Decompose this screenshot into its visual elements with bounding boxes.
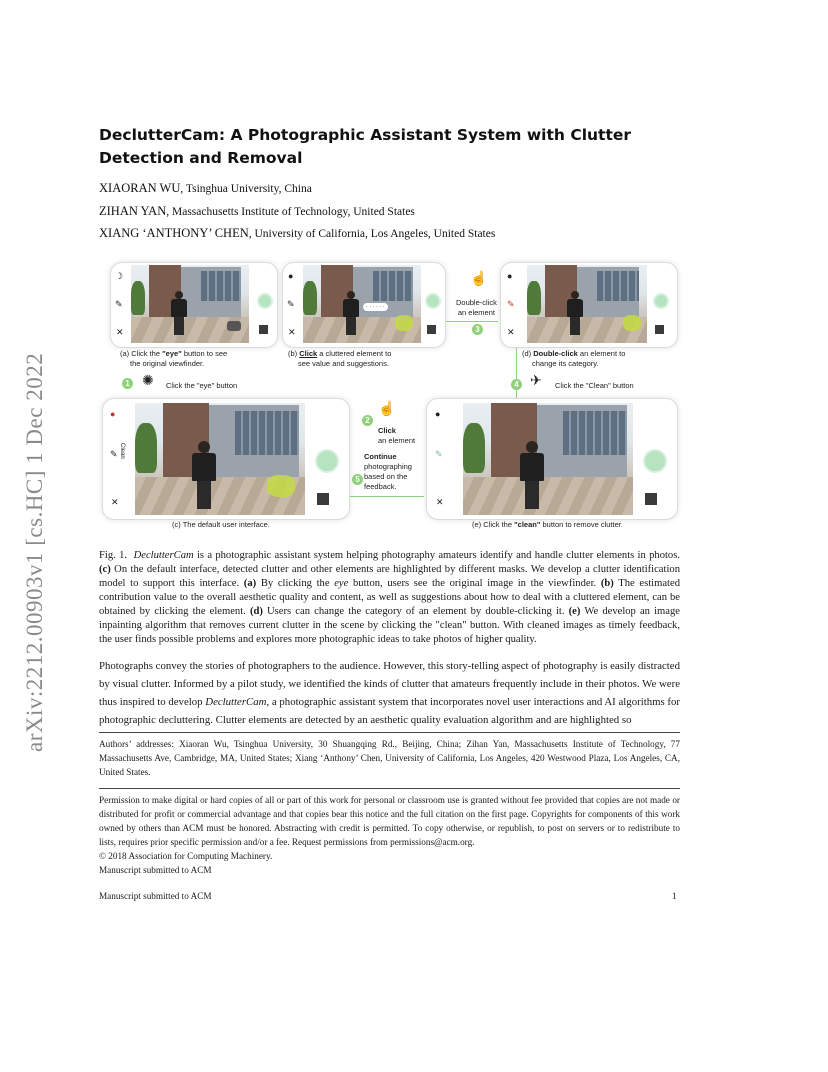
author-affiliation: , Tsinghua University, China bbox=[180, 183, 312, 195]
gallery-thumbnail[interactable] bbox=[259, 325, 268, 334]
caption-b: (b) Click a cluttered element to see value and suggestions. bbox=[288, 349, 392, 368]
shutter-button[interactable] bbox=[653, 293, 669, 309]
brush-icon: ✎ bbox=[110, 449, 118, 459]
step4-label: Click the "Clean" button bbox=[555, 381, 634, 390]
figure-caption: Fig. 1. DeclutterCam is a photographic assistant system helping photography amateurs identify and handle clutter elements in photos. (c) On the default interface, detected clutter and other elements are highlighted by different masks. We develop a clutter identification model to support this interface. (a) By clicking the eye button, users see the original image in the viewfinder. (b) The estimated contribution value to the overall aesthetic quality and content, as well as suggestions about how to deal with a cluttered element, can be obtained by clicking the element. (d) Users can change the category of an element by double-clicking it. (e) We develop an image inpainting algorithm that removes current clutter in the scene by clicking the "clean" button. With cleaned images as timely feedback, the user finds possible problems and explores more photographic ideas to take photos of higher quality. bbox=[99, 550, 680, 645]
gallery-thumbnail[interactable] bbox=[427, 325, 436, 334]
person-figure bbox=[517, 441, 547, 511]
step1-label: Click the "eye" button bbox=[166, 381, 238, 390]
viewfinder-photo bbox=[135, 403, 305, 515]
person-figure bbox=[565, 291, 585, 339]
page-number: 1 bbox=[672, 891, 677, 901]
phone-panel-e bbox=[426, 398, 678, 520]
author-name: XIAORAN WU bbox=[99, 181, 181, 195]
author-name: XIANG ‘ANTHONY’ CHEN bbox=[99, 226, 249, 240]
step3-label: Double-click an element bbox=[456, 298, 497, 317]
footer-left: Manuscript submitted to ACM bbox=[99, 891, 212, 901]
shutter-button[interactable] bbox=[643, 449, 667, 473]
step-badge-2: 2 bbox=[362, 415, 373, 426]
permission-text: Permission to make digital or hard copies of all or part of this work for personal or classroom use is granted without fee provided that copies are not made or distributed for profit or commercial advantage and that copies bear this notice and the full citation on the first page. Copyrights for components of this work owned by others than ACM must be honored. Abstracting with credit is permitted. To copy otherwise, or republish, to post on servers or to redistribute to lists, requires prior specific permission and/or a fee. Request permissions from permissions@acm.org. bbox=[99, 795, 680, 847]
permission-block bbox=[99, 793, 680, 877]
eye-icon: ● bbox=[507, 271, 513, 281]
phone-panel-a bbox=[110, 262, 278, 348]
brush-icon: ✎ bbox=[115, 299, 123, 309]
viewfinder-photo bbox=[303, 265, 421, 343]
shutter-button[interactable] bbox=[315, 449, 339, 473]
click-hand-icon: ☝ bbox=[378, 400, 396, 416]
step-badge-5: 5 bbox=[352, 474, 363, 485]
brush-icon: ✎ bbox=[507, 299, 515, 309]
author-line bbox=[99, 226, 495, 241]
paper-title: DeclutterCam: A Photographic Assistant System with Clutter Detection and Removal bbox=[99, 126, 632, 167]
gallery-thumbnail[interactable] bbox=[655, 325, 664, 334]
arrow-b-to-d bbox=[446, 321, 498, 322]
clean-button-icon: ✈ bbox=[530, 372, 542, 388]
person-figure bbox=[189, 441, 219, 511]
eye-icon: ● bbox=[288, 271, 294, 281]
step5-label: Continue photographing based on the feedback. bbox=[364, 452, 412, 491]
clean-label: Clean bbox=[119, 443, 125, 459]
author-line bbox=[99, 181, 312, 196]
author-affiliation: , University of California, Los Angeles, United States bbox=[248, 228, 496, 240]
caption-e: (e) Click the "clean" button to remove clutter. bbox=[472, 520, 623, 529]
manuscript-line: Manuscript submitted to ACM bbox=[99, 865, 212, 875]
body-paragraph: Photographs convey the stories of photographers to the audience. However, this story-telling aspect of photography is easily distracted by visual clutter. Informed by a pilot study, we identified the kinds of clutter that amateurs frequently include in their photos. We were thus inspired to develop DeclutterCam, a photographic assistant system that incorporates novel user interactions and AI algorithms for photographic decluttering. Clutter elements are detected by an aesthetic quality evaluation algorithm and are highlighted so bbox=[99, 660, 681, 726]
close-icon: ✕ bbox=[507, 327, 515, 337]
caption-d: (d) Double-click an element to change its category. bbox=[522, 349, 626, 368]
step-badge-4: 4 bbox=[511, 379, 522, 390]
viewfinder-photo bbox=[463, 403, 633, 515]
author-name: ZIHAN YAN bbox=[99, 204, 167, 218]
brush-icon: ✎ bbox=[287, 299, 295, 309]
close-icon: ✕ bbox=[116, 327, 124, 337]
copyright-line: © 2018 Association for Computing Machinery. bbox=[99, 851, 273, 861]
brush-icon: ✎ bbox=[435, 449, 443, 459]
person-figure bbox=[169, 291, 189, 339]
viewfinder-photo bbox=[527, 265, 647, 343]
caption-a: (a) Click the "eye" button to see the original viewfinder. bbox=[120, 349, 228, 368]
eye-button-icon: ✺ bbox=[142, 372, 154, 388]
step-badge-3: 3 bbox=[472, 324, 483, 335]
close-icon: ✕ bbox=[288, 327, 296, 337]
footnote-rule bbox=[99, 732, 680, 733]
close-icon: ✕ bbox=[111, 497, 119, 507]
eye-icon: ● bbox=[435, 409, 441, 419]
gallery-thumbnail[interactable] bbox=[645, 493, 657, 505]
phone-panel-b bbox=[282, 262, 446, 348]
authors-addresses: Authors’ addresses: Xiaoran Wu, Tsinghua University, 30 Shuangqing Rd., Beijing, China; Zihan Yan, Massachusetts Institute of Technology, 77 Massachusetts Ave, Cambridge, MA, United States; Xiang ‘Anthony’ Chen, University of California, Los Angeles, 420 Westwood Plaza, Los Angeles, CA, United States. bbox=[99, 739, 680, 777]
teaser-figure bbox=[100, 258, 680, 536]
arrow-e-to-c bbox=[350, 496, 424, 497]
arrow-d-to-e bbox=[516, 348, 517, 398]
step2-label: Click an element bbox=[378, 426, 416, 445]
close-icon: ✕ bbox=[436, 497, 444, 507]
caption-c: (c) The default user interface. bbox=[172, 520, 270, 529]
shutter-button[interactable] bbox=[425, 293, 441, 309]
person-figure bbox=[341, 291, 361, 339]
viewfinder-photo bbox=[131, 265, 249, 343]
gallery-thumbnail[interactable] bbox=[317, 493, 329, 505]
double-click-hand-icon: ☝ bbox=[470, 270, 488, 286]
arxiv-identifier: arXiv:2212.00903v1 [cs.HC] 1 Dec 2022 bbox=[22, 352, 47, 752]
author-affiliation: , Massachusetts Institute of Technology, United States bbox=[166, 206, 415, 218]
permission-rule bbox=[99, 788, 680, 789]
phone-panel-c bbox=[102, 398, 350, 520]
moon-icon: ☽ bbox=[115, 271, 124, 281]
clutter-mask[interactable] bbox=[623, 315, 641, 331]
eye-icon: ● bbox=[110, 409, 116, 419]
shutter-button[interactable] bbox=[257, 293, 273, 309]
clutter-mask[interactable] bbox=[267, 475, 295, 497]
suggestion-tooltip: · · · · · · bbox=[363, 303, 388, 311]
phone-panel-d bbox=[500, 262, 678, 348]
step-badge-1: 1 bbox=[122, 378, 133, 389]
clutter-mask[interactable] bbox=[395, 315, 413, 331]
author-line bbox=[99, 204, 415, 219]
